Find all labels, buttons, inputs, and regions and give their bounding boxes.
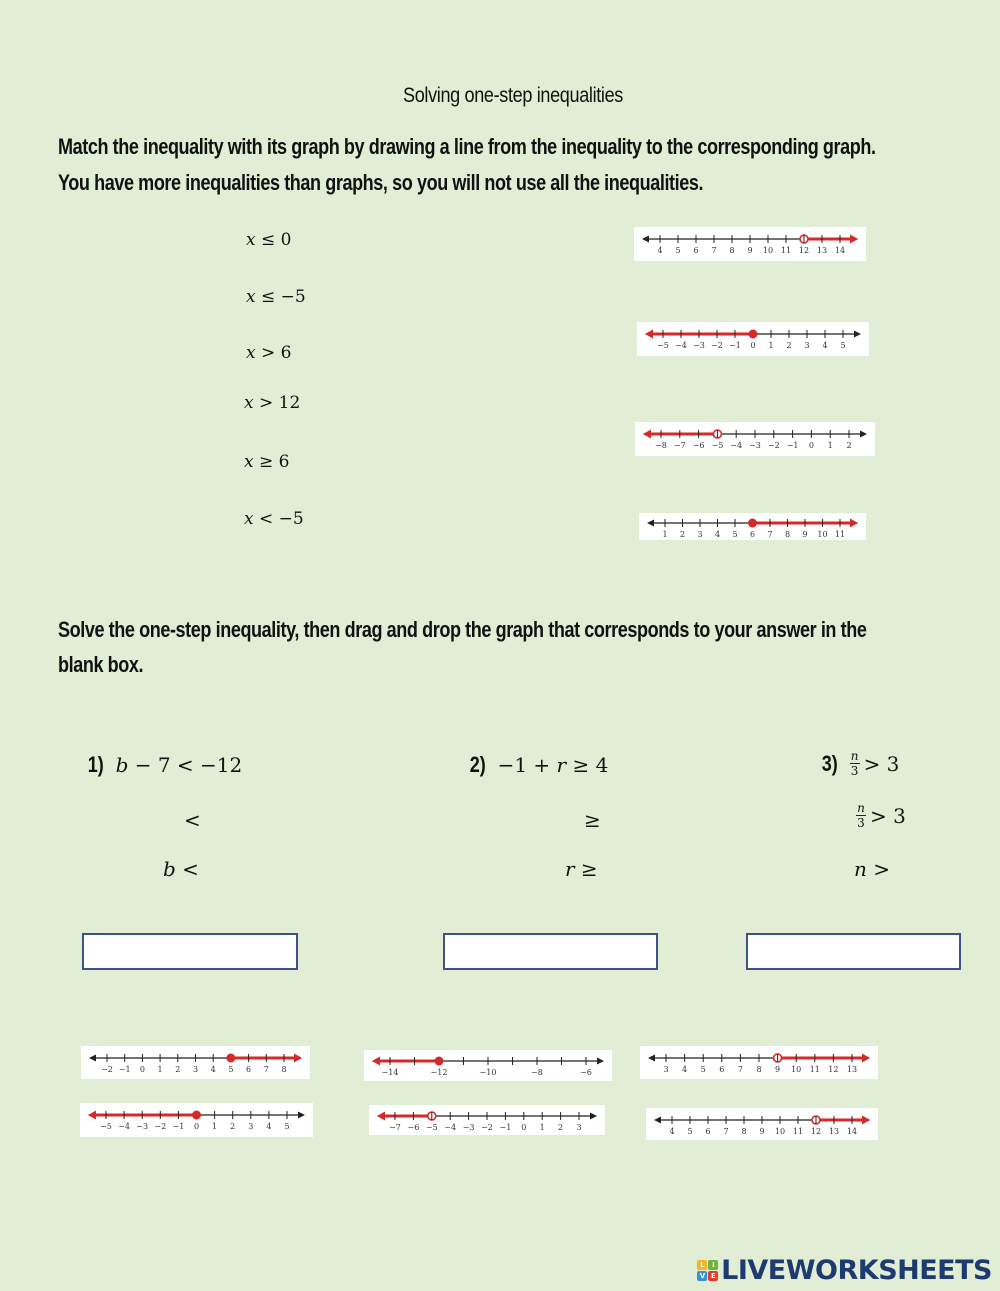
- relation: ≥: [574, 857, 598, 881]
- page-title: Solving one-step inequalities: [403, 84, 623, 107]
- fraction: [850, 750, 860, 777]
- svg-text:0: 0: [193, 1122, 200, 1131]
- instruction-part1-line2: You have more inequalities than graphs, so you will not use all the inequalities.: [58, 170, 704, 195]
- relation: ≥ 6: [259, 452, 290, 472]
- svg-text:−5: −5: [100, 1122, 112, 1131]
- number-line-graph-a[interactable]: [634, 227, 866, 261]
- svg-text:4: 4: [657, 246, 663, 255]
- svg-text:−3: −3: [462, 1123, 475, 1132]
- svg-text:−8: −8: [655, 441, 667, 450]
- svg-text:0: 0: [139, 1065, 145, 1074]
- live-logo-icon: [697, 1260, 718, 1281]
- variable: n: [854, 857, 867, 881]
- expression: ≥ 4: [566, 753, 609, 777]
- problem-number: 3): [821, 750, 838, 776]
- svg-text:−5: −5: [425, 1123, 438, 1132]
- expression: > 3: [870, 803, 906, 828]
- liveworksheets-logo: [697, 1255, 992, 1286]
- svg-text:−1: −1: [118, 1065, 131, 1074]
- variable: b: [163, 857, 176, 881]
- svg-text:−2: −2: [101, 1065, 113, 1074]
- svg-text:1: 1: [768, 341, 774, 350]
- problem-number: 2): [469, 752, 486, 777]
- svg-text:2: 2: [558, 1123, 564, 1132]
- problem-1-equation: [86, 752, 242, 778]
- svg-text:5: 5: [732, 530, 738, 539]
- svg-text:−7: −7: [673, 441, 686, 450]
- svg-text:8: 8: [281, 1065, 287, 1074]
- svg-text:3: 3: [576, 1123, 582, 1132]
- logo-letter: V: [697, 1271, 707, 1281]
- svg-text:8: 8: [756, 1065, 762, 1074]
- draggable-graph-5[interactable]: [640, 1046, 878, 1079]
- instruction-part2-line2: blank box.: [58, 652, 144, 677]
- svg-text:−1: −1: [729, 341, 741, 350]
- answer-drop-box-2[interactable]: [443, 933, 658, 970]
- inequality-4[interactable]: [244, 393, 300, 413]
- svg-text:5: 5: [284, 1122, 290, 1131]
- number-line-graph-c[interactable]: [635, 422, 875, 456]
- denominator: 3: [857, 816, 865, 830]
- relation: ≤ −5: [261, 287, 306, 307]
- svg-text:−2: −2: [154, 1122, 167, 1131]
- svg-text:14: 14: [834, 246, 846, 255]
- variable: r: [556, 753, 567, 777]
- svg-text:−1: −1: [499, 1123, 512, 1132]
- svg-text:7: 7: [711, 246, 717, 255]
- logo-letter: I: [708, 1260, 718, 1270]
- fraction: [856, 802, 866, 829]
- variable: x: [246, 343, 256, 363]
- logo-letter: E: [708, 1271, 718, 1281]
- inequality-5[interactable]: [244, 452, 289, 472]
- svg-text:5: 5: [840, 341, 846, 350]
- svg-text:−4: −4: [118, 1122, 130, 1131]
- svg-text:1: 1: [827, 441, 833, 450]
- svg-text:−2: −2: [481, 1123, 493, 1132]
- number-line-graph-d[interactable]: [639, 513, 866, 540]
- svg-text:6: 6: [246, 1065, 252, 1074]
- problem-2-equation: [468, 752, 608, 778]
- problem-3-step3: [854, 857, 890, 881]
- svg-text:13: 13: [828, 1127, 840, 1136]
- svg-text:8: 8: [741, 1127, 747, 1136]
- svg-text:1: 1: [212, 1122, 218, 1131]
- expression: > 3: [863, 751, 900, 776]
- svg-text:9: 9: [802, 530, 808, 539]
- variable: r: [565, 857, 575, 881]
- svg-text:−5: −5: [711, 441, 724, 450]
- svg-text:11: 11: [809, 1065, 820, 1074]
- svg-text:4: 4: [669, 1127, 675, 1136]
- svg-text:4: 4: [822, 341, 828, 350]
- relation: >: [866, 857, 891, 881]
- svg-text:12: 12: [798, 246, 810, 255]
- draggable-graph-2[interactable]: [80, 1103, 313, 1137]
- svg-text:−14: −14: [381, 1068, 399, 1077]
- svg-text:10: 10: [817, 530, 828, 539]
- svg-text:−3: −3: [693, 341, 705, 350]
- svg-text:11: 11: [834, 530, 846, 539]
- svg-text:−6: −6: [692, 441, 705, 450]
- expression: − 7 < −12: [128, 753, 243, 777]
- inequality-6[interactable]: [244, 509, 304, 529]
- svg-text:3: 3: [663, 1065, 669, 1074]
- svg-text:−2: −2: [767, 441, 780, 450]
- svg-text:2: 2: [679, 530, 686, 539]
- svg-text:−6: −6: [580, 1068, 592, 1077]
- svg-text:13: 13: [816, 246, 828, 255]
- svg-text:3: 3: [192, 1065, 199, 1074]
- svg-text:6: 6: [693, 246, 699, 255]
- problem-2-step2: ≥: [584, 808, 601, 832]
- denominator: 3: [850, 764, 859, 778]
- variable: x: [246, 230, 256, 250]
- relation: <: [175, 857, 199, 881]
- draggable-graph-4[interactable]: [369, 1105, 605, 1135]
- svg-text:10: 10: [762, 246, 774, 255]
- svg-text:6: 6: [749, 530, 756, 539]
- variable: b: [115, 753, 129, 777]
- svg-text:1: 1: [539, 1123, 545, 1132]
- relation: > 6: [261, 343, 292, 363]
- svg-text:0: 0: [750, 341, 756, 350]
- problem-1-step2: <: [184, 808, 201, 832]
- svg-text:2: 2: [230, 1122, 236, 1131]
- svg-text:13: 13: [846, 1065, 858, 1074]
- svg-text:−4: −4: [730, 441, 743, 450]
- svg-text:−3: −3: [749, 441, 761, 450]
- variable: x: [244, 452, 254, 472]
- svg-text:10: 10: [774, 1127, 786, 1136]
- relation: ≤ 0: [261, 230, 292, 250]
- svg-text:9: 9: [775, 1065, 781, 1074]
- numerator: n: [857, 801, 865, 815]
- svg-text:9: 9: [747, 246, 753, 255]
- variable: x: [244, 509, 254, 529]
- problem-3-step2: [856, 802, 906, 829]
- logo-letter: L: [697, 1260, 707, 1270]
- problem-number: 1): [87, 752, 104, 777]
- svg-text:9: 9: [759, 1127, 765, 1136]
- svg-text:−10: −10: [479, 1068, 497, 1077]
- relation: > 12: [259, 393, 301, 413]
- svg-text:−3: −3: [136, 1122, 149, 1131]
- svg-text:4: 4: [682, 1065, 688, 1074]
- numerator: n: [850, 749, 859, 763]
- brand-text: LIVEWORKSHEETS: [721, 1255, 992, 1286]
- svg-text:5: 5: [228, 1065, 234, 1074]
- svg-text:3: 3: [804, 341, 810, 350]
- svg-text:8: 8: [784, 530, 791, 539]
- svg-text:11: 11: [780, 246, 792, 255]
- variable: x: [246, 287, 256, 307]
- expression: −1 +: [497, 753, 557, 777]
- svg-text:0: 0: [808, 441, 814, 450]
- svg-text:−6: −6: [407, 1123, 420, 1132]
- svg-text:7: 7: [767, 530, 773, 539]
- instruction-part1-line1: Match the inequality with its graph by drawing a line from the inequality to the corresponding graph.: [58, 134, 876, 159]
- svg-text:4: 4: [266, 1122, 272, 1131]
- svg-text:8: 8: [729, 246, 735, 255]
- variable: x: [244, 393, 254, 413]
- svg-text:4: 4: [210, 1065, 216, 1074]
- answer-drop-box-3[interactable]: [746, 933, 961, 970]
- svg-text:2: 2: [846, 441, 852, 450]
- svg-text:1: 1: [157, 1065, 163, 1074]
- svg-text:12: 12: [828, 1065, 839, 1074]
- svg-text:−1: −1: [172, 1122, 185, 1131]
- svg-text:2: 2: [175, 1065, 181, 1074]
- draggable-graph-3[interactable]: [364, 1050, 612, 1081]
- number-line-graph-b[interactable]: [637, 322, 869, 356]
- svg-text:7: 7: [737, 1065, 743, 1074]
- svg-text:−2: −2: [711, 341, 723, 350]
- svg-text:7: 7: [723, 1127, 729, 1136]
- svg-text:0: 0: [521, 1123, 527, 1132]
- problem-3-equation: [820, 750, 899, 777]
- svg-text:5: 5: [687, 1127, 693, 1136]
- svg-text:11: 11: [792, 1127, 804, 1136]
- relation: < −5: [259, 509, 304, 529]
- svg-text:12: 12: [810, 1127, 822, 1136]
- svg-text:−1: −1: [786, 441, 799, 450]
- svg-text:5: 5: [675, 246, 681, 255]
- instruction-part2-line1: Solve the one-step inequality, then drag and drop the graph that corresponds to your answer in the: [58, 617, 867, 642]
- svg-text:−4: −4: [675, 341, 687, 350]
- inequality-1[interactable]: [246, 230, 291, 250]
- svg-text:4: 4: [714, 530, 721, 539]
- svg-text:6: 6: [705, 1127, 711, 1136]
- answer-drop-box-1[interactable]: [82, 933, 298, 970]
- problem-1-step3: [163, 857, 199, 881]
- svg-text:−7: −7: [389, 1123, 401, 1132]
- draggable-graph-1[interactable]: [81, 1046, 310, 1079]
- svg-text:2: 2: [786, 341, 792, 350]
- svg-text:−4: −4: [444, 1123, 457, 1132]
- svg-text:3: 3: [697, 530, 703, 539]
- svg-text:−8: −8: [531, 1068, 543, 1077]
- svg-text:−12: −12: [430, 1068, 448, 1077]
- svg-text:7: 7: [263, 1065, 269, 1074]
- svg-text:−5: −5: [657, 341, 669, 350]
- problem-2-step3: [565, 857, 598, 881]
- svg-text:6: 6: [719, 1065, 725, 1074]
- svg-text:5: 5: [700, 1065, 706, 1074]
- inequality-2[interactable]: [246, 287, 306, 307]
- svg-text:14: 14: [846, 1127, 858, 1136]
- svg-text:10: 10: [791, 1065, 802, 1074]
- inequality-3[interactable]: [246, 343, 291, 363]
- draggable-graph-6[interactable]: [646, 1108, 878, 1140]
- svg-text:3: 3: [248, 1122, 254, 1131]
- svg-text:1: 1: [662, 530, 668, 539]
